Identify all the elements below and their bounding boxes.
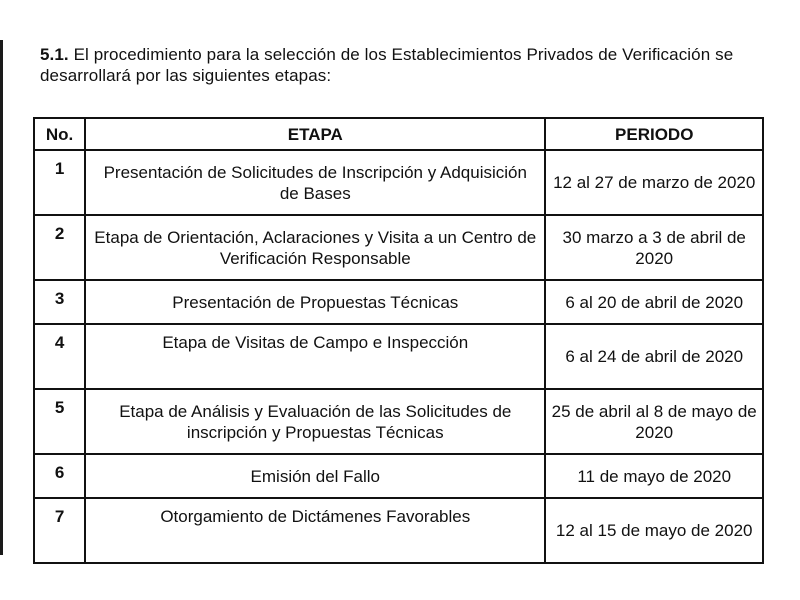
- stage-number: 6: [34, 454, 85, 498]
- stage-number: 1: [34, 150, 85, 215]
- table-row: [34, 498, 763, 563]
- stage-number: 4: [34, 324, 85, 389]
- table-row: [34, 280, 763, 324]
- header-periodo: PERIODO: [545, 118, 763, 150]
- stages-table: [33, 117, 764, 564]
- stage-period: 25 de abril al 8 de mayo de 2020: [545, 389, 763, 454]
- header-no: No.: [34, 118, 85, 150]
- stage-name: Etapa de Análisis y Evaluación de las Solicitudes de inscripción y Propuestas Técnicas: [85, 389, 545, 454]
- stage-period: 11 de mayo de 2020: [545, 454, 763, 498]
- stage-number: 5: [34, 389, 85, 454]
- stage-name: Presentación de Solicitudes de Inscripción y Adquisición de Bases: [85, 150, 545, 215]
- page-left-border: [0, 40, 3, 555]
- table-row: [34, 215, 763, 280]
- table-header-row: [34, 118, 763, 150]
- header-etapa: ETAPA: [85, 118, 545, 150]
- stage-number: 3: [34, 280, 85, 324]
- stage-name: Presentación de Propuestas Técnicas: [85, 280, 545, 324]
- intro-text: El procedimiento para la selección de los Establecimientos Privados de Verificación se desarrollará por las siguientes etapas:: [40, 45, 734, 85]
- stage-period: 12 al 27 de marzo de 2020: [545, 150, 763, 215]
- stage-number: 2: [34, 215, 85, 280]
- table-row: [34, 454, 763, 498]
- stage-period: 12 al 15 de mayo de 2020: [545, 498, 763, 563]
- stage-period: 6 al 20 de abril de 2020: [545, 280, 763, 324]
- stage-name: Emisión del Fallo: [85, 454, 545, 498]
- stage-period: 6 al 24 de abril de 2020: [545, 324, 763, 389]
- section-number: 5.1.: [40, 45, 69, 64]
- stage-name: Etapa de Orientación, Aclaraciones y Visita a un Centro de Verificación Responsable: [85, 215, 545, 280]
- stage-number: 7: [34, 498, 85, 563]
- stage-name: Otorgamiento de Dictámenes Favorables: [85, 498, 545, 563]
- table-row: [34, 324, 763, 389]
- stage-name: Etapa de Visitas de Campo e Inspección: [85, 324, 545, 389]
- stage-period: 30 marzo a 3 de abril de 2020: [545, 215, 763, 280]
- table-row: [34, 150, 763, 215]
- table-row: [34, 389, 763, 454]
- intro-paragraph: [40, 44, 770, 86]
